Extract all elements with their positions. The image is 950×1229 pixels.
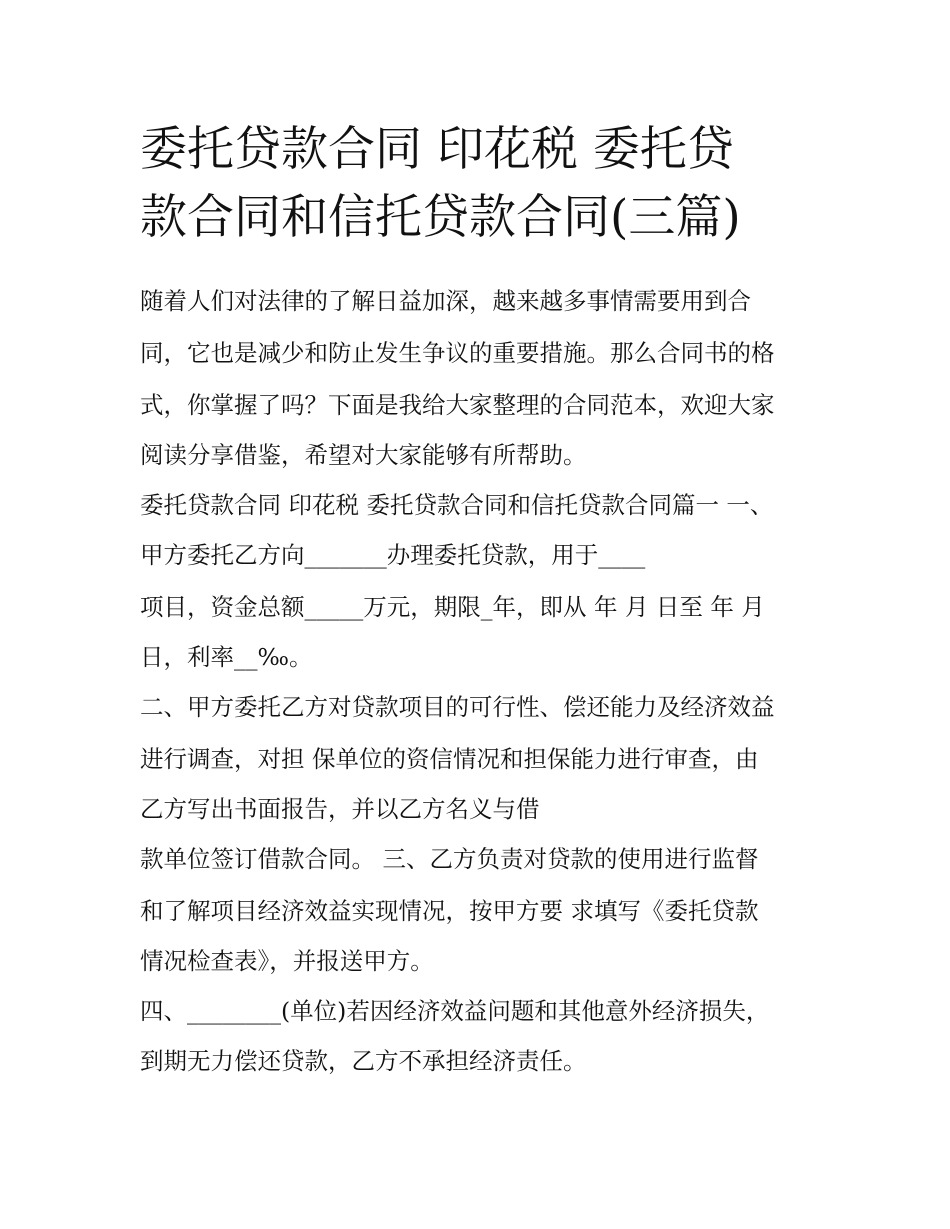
document-title [140, 116, 820, 252]
body-line: 日，利率__‰。 [140, 643, 313, 671]
title-line-1: 委托贷款合同 印花税 委托贷 [140, 122, 734, 177]
body-line: 项目，资金总额_____万元，期限_年，即从 年 月 日至 年 月 [140, 593, 765, 621]
body-line: 款单位签订借款合同。 三、乙方负责对贷款的使用进行监督 [140, 845, 759, 873]
body-line: 进行调查，对担 保单位的资信情况和担保能力进行审查，由 [140, 745, 759, 773]
body-line: 甲方委托乙方向_______办理委托贷款，用于____ [140, 541, 646, 569]
body-line: 二、甲方委托乙方对贷款项目的可行性、偿还能力及经济效益 [140, 693, 775, 721]
title-line-2: 款合同和信托贷款合同(三篇) [140, 190, 741, 245]
body-line: 四、________(单位)若因经济效益问题和其他意外经济损失， [140, 997, 770, 1025]
body-line: 情况检查表》，并报送甲方。 [140, 947, 434, 975]
body-line: 阅读分享借鉴，希望对大家能够有所帮助。 [140, 441, 587, 469]
body-line: 式，你掌握了吗？下面是我给大家整理的合同范本，欢迎大家 [140, 391, 775, 419]
body-line: 和了解项目经济效益实现情况，按甲方要 求填写《委托贷款 [140, 897, 759, 925]
body-line: 委托贷款合同 印花税 委托贷款合同和信托贷款合同篇一 一、 [140, 491, 774, 519]
body-line: 到期无力偿还贷款，乙方不承担经济责任。 [140, 1047, 587, 1075]
body-line: 同，它也是减少和防止发生争议的重要措施。那么合同书的格 [140, 339, 775, 367]
body-line: 乙方写出书面报告，并以乙方名义与借 [140, 795, 540, 823]
body-line: 随着人们对法律的了解日益加深，越来越多事情需要用到合 [140, 287, 751, 315]
